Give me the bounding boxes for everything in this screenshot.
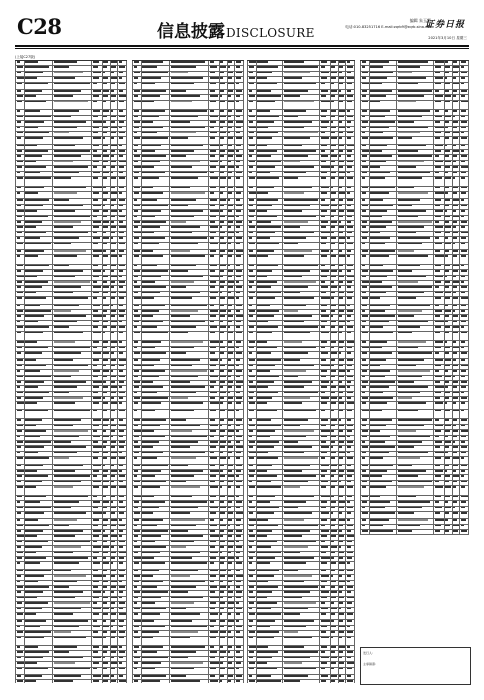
table-column-3 xyxy=(247,55,355,683)
table-row xyxy=(247,137,355,144)
allocation-table xyxy=(15,60,127,683)
table-row xyxy=(132,562,244,569)
table-row xyxy=(360,137,469,144)
table-row xyxy=(15,332,127,342)
table-row xyxy=(247,192,355,199)
table-row xyxy=(360,402,469,409)
table-row xyxy=(132,352,244,359)
table-row xyxy=(132,680,244,683)
table-row xyxy=(360,332,469,342)
table-row xyxy=(15,137,127,144)
table-row xyxy=(360,352,469,359)
table-row xyxy=(15,457,127,464)
table-row xyxy=(15,562,127,569)
masthead xyxy=(15,14,469,44)
table-row xyxy=(247,637,355,647)
table-row xyxy=(15,297,127,304)
table-row xyxy=(247,457,355,464)
table-column-2 xyxy=(132,55,244,683)
table-row xyxy=(15,512,127,519)
table-row xyxy=(15,192,127,199)
table-row xyxy=(360,457,469,464)
table-row xyxy=(132,137,244,144)
issue-date: 2021年3月10日 星期三 xyxy=(428,36,467,40)
table-row xyxy=(247,512,355,519)
header-rule xyxy=(15,45,469,47)
table-row xyxy=(15,352,127,359)
editor-credit: 编辑 朱玉霞 xyxy=(409,18,431,23)
table-row xyxy=(15,410,127,420)
table-row xyxy=(132,192,244,199)
table-row xyxy=(247,255,355,265)
continued-note: (上接C27版) xyxy=(15,55,36,59)
header-rule-thin xyxy=(15,48,469,49)
signature-issuer: 发行人: xyxy=(363,651,374,655)
table-row xyxy=(132,668,244,675)
allocation-table xyxy=(360,60,469,646)
table-row xyxy=(15,255,127,265)
table-row xyxy=(247,243,355,250)
table-row xyxy=(247,332,355,342)
contact-line: 电话:010-83251716 E-mail:zqrb9@zqrb.sina.net xyxy=(345,25,431,29)
section-title xyxy=(157,17,315,42)
table-row xyxy=(132,637,244,647)
table-row xyxy=(132,457,244,464)
table-row xyxy=(247,410,355,420)
section-title-en: DISCLOSURE xyxy=(226,26,315,40)
allocation-table xyxy=(132,60,244,683)
table-row xyxy=(132,177,244,187)
table-row xyxy=(247,352,355,359)
table-row xyxy=(15,83,127,90)
table-row xyxy=(360,297,469,304)
table-row xyxy=(247,402,355,409)
signature-box xyxy=(360,647,471,685)
table-row xyxy=(247,297,355,304)
table-column-1 xyxy=(15,55,127,683)
table-row xyxy=(132,402,244,409)
table-row xyxy=(15,402,127,409)
newspaper-logo: 证券日报 xyxy=(424,20,465,30)
section-title-cn: 信息披露 xyxy=(157,22,225,42)
table-row xyxy=(132,613,244,620)
allocation-table xyxy=(247,60,355,683)
table-row xyxy=(360,512,469,519)
table-row xyxy=(15,637,127,647)
table-row xyxy=(247,83,355,90)
table-row xyxy=(247,613,355,620)
table-row xyxy=(247,486,355,496)
table-row xyxy=(360,192,469,199)
table-row xyxy=(360,486,469,496)
disclosure-tables xyxy=(15,55,469,685)
table-row xyxy=(247,668,355,675)
table-row xyxy=(360,177,469,187)
signature-underwriter: 主承销商: xyxy=(363,662,377,666)
table-row xyxy=(15,101,127,111)
table-row xyxy=(247,101,355,111)
table-row xyxy=(132,512,244,519)
table-row xyxy=(360,410,469,420)
table-row xyxy=(247,562,355,569)
table-row xyxy=(132,83,244,90)
table-row xyxy=(15,243,127,250)
table-row xyxy=(15,680,127,683)
table-row xyxy=(132,101,244,111)
table-row xyxy=(247,680,355,683)
table-row xyxy=(132,243,244,250)
table-row xyxy=(247,177,355,187)
table-row xyxy=(15,177,127,187)
table-row xyxy=(132,332,244,342)
table-row xyxy=(132,486,244,496)
table-row xyxy=(132,255,244,265)
table-row xyxy=(132,297,244,304)
page-number: C28 xyxy=(17,14,62,39)
table-row xyxy=(15,668,127,675)
table-row xyxy=(15,486,127,496)
table-row xyxy=(360,243,469,250)
table-row xyxy=(360,530,469,535)
table-row xyxy=(132,410,244,420)
table-row xyxy=(360,255,469,265)
table-row xyxy=(360,101,469,111)
table-column-4 xyxy=(360,55,469,646)
table-row xyxy=(15,613,127,620)
table-row xyxy=(360,83,469,90)
